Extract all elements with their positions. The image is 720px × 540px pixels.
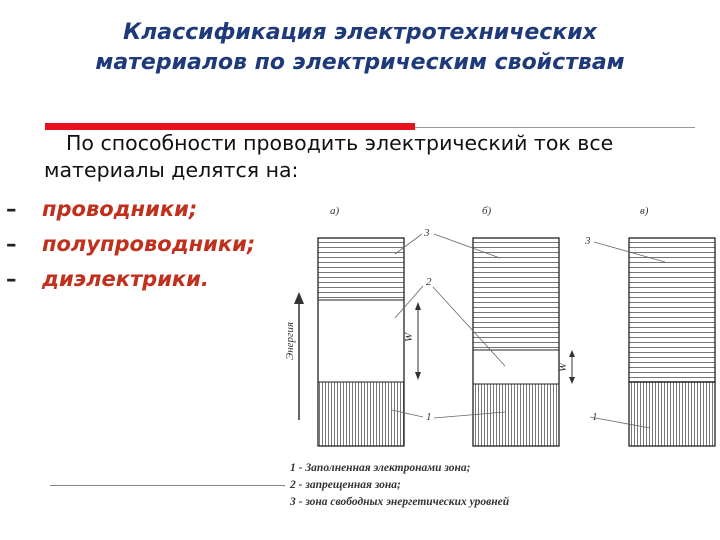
intro-line-1: По способности проводить электрический ток все — [66, 131, 614, 155]
bullet-conductors: проводники; — [42, 197, 198, 221]
callout-1-c: 1 — [592, 411, 598, 423]
bullet-dash: – — [6, 197, 17, 221]
legend-line-3: 3 - зона свободных энергетических уровней — [290, 496, 510, 508]
list-item — [6, 227, 255, 262]
list-item — [6, 192, 255, 227]
band-filled-a — [318, 382, 404, 446]
footer-divider — [50, 485, 285, 486]
panel-label-a: а) — [330, 205, 340, 217]
band-gap-a — [318, 300, 404, 382]
energy-axis-label: Энергия — [284, 322, 296, 360]
intro-line-2: материалы делятся на: — [44, 158, 299, 182]
gap-label-b: W — [557, 362, 569, 372]
title-line-2: материалов по электрическим свойствам — [95, 50, 625, 75]
callout-1-a: 1 — [426, 411, 432, 423]
callout-2-a: 2 — [426, 276, 432, 288]
bullet-dash: – — [6, 232, 17, 256]
callout-3-a: 3 — [424, 227, 430, 239]
band-filled-c — [629, 382, 715, 446]
title-divider-gray — [415, 127, 695, 128]
band-gap-b — [473, 350, 559, 384]
bullet-dash: – — [6, 267, 17, 291]
title-divider-red — [45, 123, 415, 130]
panel-c-dielectric — [629, 238, 715, 446]
materials-list — [6, 192, 255, 297]
list-item — [6, 262, 255, 297]
slide-title — [30, 18, 690, 78]
bullet-dielectrics: диэлектрики. — [42, 267, 209, 291]
title-line-1: Классификация электротехнических — [123, 20, 597, 45]
gap-label-a: W — [403, 332, 415, 342]
band-free-levels-b — [473, 238, 559, 350]
intro-text — [44, 130, 704, 184]
band-filled-b — [473, 384, 559, 446]
legend-line-2: 2 - запрещенная зона; — [290, 479, 401, 491]
callout-3-c: 3 — [585, 235, 591, 247]
band-free-levels-c — [629, 238, 715, 382]
figure-legend — [290, 460, 509, 511]
band-free-levels-a — [318, 238, 404, 300]
legend-line-1: 1 - Заполненная электронами зона; — [290, 462, 471, 474]
panel-label-b: б) — [482, 205, 492, 217]
bullet-semiconductors: полупроводники; — [42, 232, 256, 256]
panel-label-c: в) — [640, 205, 649, 217]
